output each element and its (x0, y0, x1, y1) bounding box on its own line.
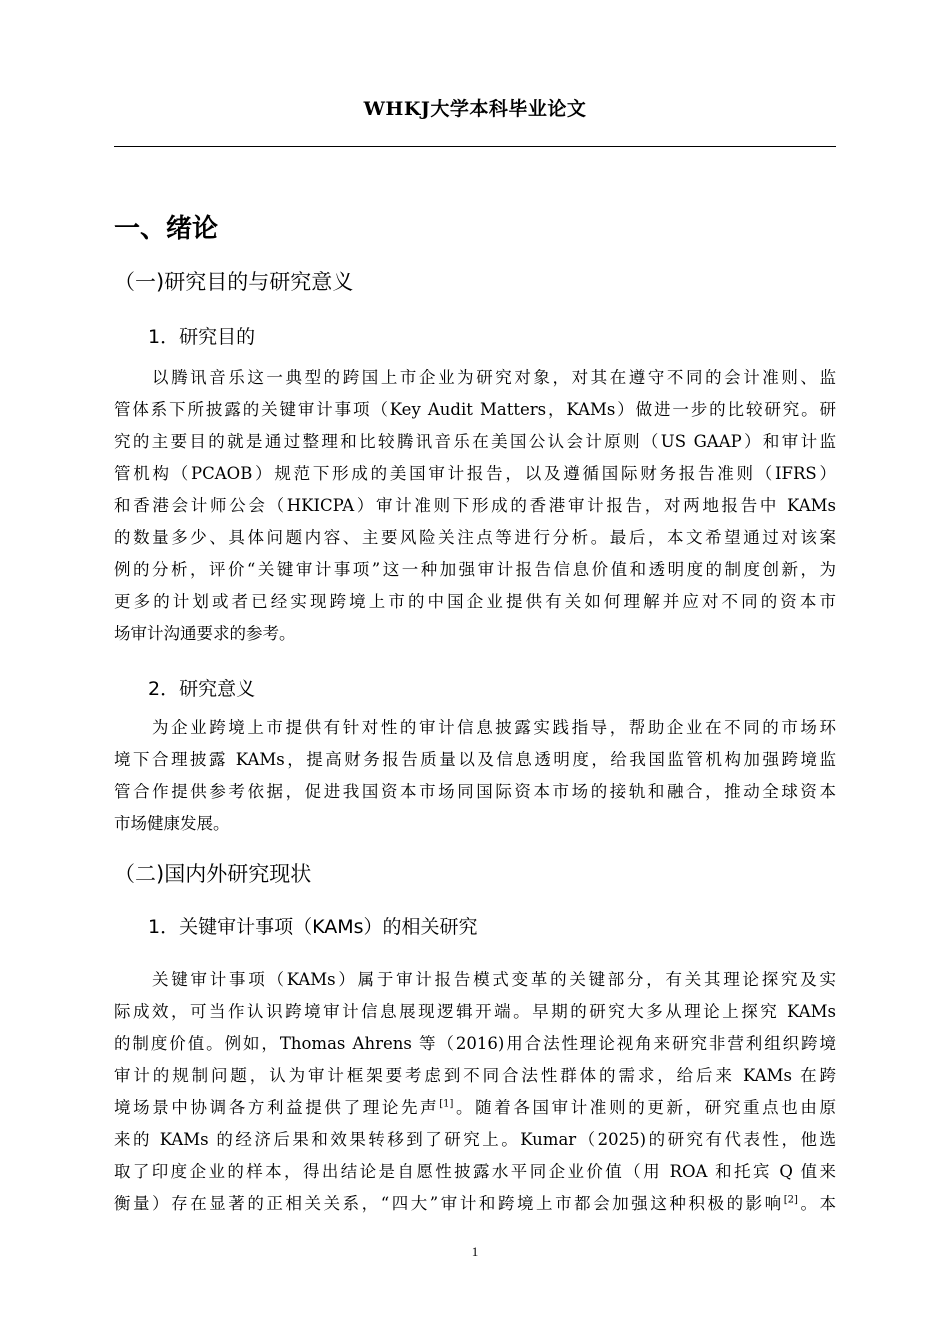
header-rule (114, 146, 836, 147)
paragraph-line: 际成效，可当作认识跨境审计信息展现逻辑开端。早期的研究大多从理论上探究 KAMs (114, 1002, 836, 1021)
line-text: 境场景中协调各方利益提供了理论先声 (114, 1098, 440, 1117)
paragraph-line: 的数量多少、具体问题内容、主要风险关注点等进行分析。最后，本文希望通过对该案 (114, 528, 836, 547)
subsection-heading-kams: 1．关键审计事项（KAMs）的相关研究 (148, 916, 478, 938)
paragraph-line (114, 1188, 836, 1220)
paragraph-line: 关键审计事项（KAMs）属于审计报告模式变革的关键部分，有关其理论探究及实 (152, 970, 836, 989)
paragraph-line: 市场健康发展。 (114, 814, 230, 833)
paragraph-line: 的制度价值。例如，Thomas Ahrens 等（2016)用合法性理论视角来研究非营利组织跨境 (114, 1034, 836, 1053)
paragraph-line: 境下合理披露 KAMs，提高财务报告质量以及信息透明度，给我国监管机构加强跨境监 (114, 750, 836, 769)
paragraph-line: 究的主要目的就是通过整理和比较腾讯音乐在美国公认会计原则（US GAAP）和审计监 (114, 432, 836, 451)
running-header: WHKJ大学本科毕业论文 (363, 98, 587, 120)
paragraph-line: 场审计沟通要求的参考。 (114, 624, 296, 643)
paragraph-line: 审计的规制问题，认为审计框架要考虑到不同合法性群体的需求，给后来 KAMs 在跨 (114, 1066, 836, 1085)
paragraph-line (114, 1092, 836, 1124)
section-heading-literature: （二)国内外研究现状 (114, 862, 312, 886)
paragraph-significance (114, 712, 836, 840)
citation-ref-1: [1] (439, 1098, 454, 1110)
section-heading-purpose-significance: （一)研究目的与研究意义 (114, 270, 354, 294)
subsection-heading-purpose: 1．研究目的 (148, 326, 256, 348)
paragraph-line: 取了印度企业的样本，得出结论是自愿性披露水平同企业价值（用 ROA 和托宾 Q 值来 (114, 1162, 836, 1181)
chapter-heading: 一、绪论 (114, 214, 219, 244)
paragraph-line: 和香港会计师公会（HKICPA）审计准则下形成的香港审计报告，对两地报告中 KAMs (114, 496, 836, 515)
paragraph-line: 以腾讯音乐这一典型的跨国上市企业为研究对象，对其在遵守不同的会计准则、监 (152, 368, 836, 387)
paragraph-line: 例的分析，评价“关键审计事项”这一种加强审计报告信息价值和透明度的制度创新，为 (114, 560, 836, 579)
paragraph-line: 来的 KAMs 的经济后果和效果转移到了研究上。Kumar（2025)的研究有代表性，他选 (114, 1130, 836, 1149)
line-text: 衡量）存在显著的正相关关系，“四大”审计和跨境上市都会加强这种积极的影响 (114, 1194, 784, 1213)
paragraph-line: 管机构（PCAOB）规范下形成的美国审计报告，以及遵循国际财务报告准则（IFRS） (114, 464, 836, 483)
line-text: 。本 (797, 1194, 837, 1213)
subsection-heading-significance: 2．研究意义 (148, 678, 256, 700)
paragraph-line: 管体系下所披露的关键审计事项（Key Audit Matters，KAMs）做进一步的比较研究。研 (114, 400, 836, 419)
citation-ref-2: [2] (783, 1194, 798, 1206)
paragraph-line: 更多的计划或者已经实现跨境上市的中国企业提供有关如何理解并应对不同的资本市 (114, 592, 836, 611)
paragraph-kams-research (114, 964, 836, 1220)
paragraph-line: 为企业跨境上市提供有针对性的审计信息披露实践指导，帮助企业在不同的市场环 (152, 718, 836, 737)
page-number: 1 (471, 1244, 479, 1259)
paragraph-line: 管合作提供参考依据，促进我国资本市场同国际资本市场的接轨和融合，推动全球资本 (114, 782, 836, 801)
line-text: 。随着各国审计准则的更新，研究重点也由原 (453, 1098, 837, 1117)
paragraph-purpose (114, 362, 836, 650)
